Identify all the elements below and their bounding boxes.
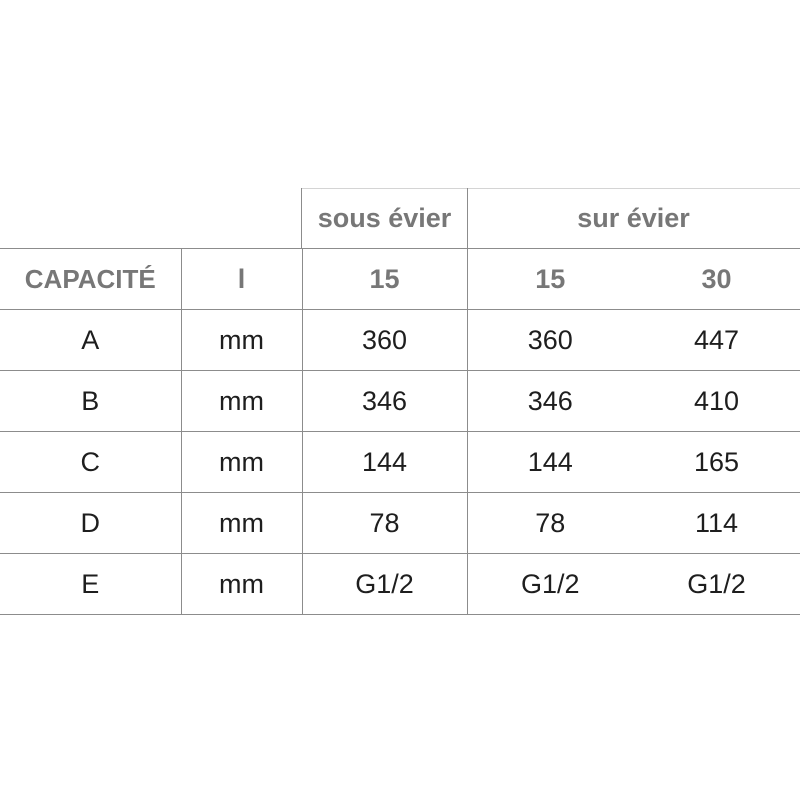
row-value-sur-30: 114 bbox=[633, 493, 800, 554]
group-header-row bbox=[0, 188, 800, 248]
group-header-sous-evier: sous évier bbox=[317, 202, 452, 233]
row-value-sur-30: G1/2 bbox=[633, 554, 800, 615]
row-label: C bbox=[0, 432, 181, 493]
row-label: A bbox=[0, 310, 181, 371]
row-value-sur-15: 360 bbox=[467, 310, 633, 371]
row-value-sous-15: 346 bbox=[302, 371, 467, 432]
row-unit: mm bbox=[181, 432, 302, 493]
row-value-sous-15: 144 bbox=[302, 432, 467, 493]
row-unit: mm bbox=[181, 371, 302, 432]
row-value-sous-15: 360 bbox=[302, 310, 467, 371]
row-value-sous-15: G1/2 bbox=[302, 554, 467, 615]
header-sur-evier-30: 30 bbox=[633, 249, 800, 310]
header-row bbox=[0, 249, 800, 310]
row-unit: mm bbox=[181, 493, 302, 554]
table-row bbox=[0, 310, 800, 371]
row-label: E bbox=[0, 554, 181, 615]
row-label: B bbox=[0, 371, 181, 432]
table-row bbox=[0, 554, 800, 615]
table-row bbox=[0, 493, 800, 554]
group-header-sur-evier: sur évier bbox=[577, 202, 690, 233]
row-unit: mm bbox=[181, 310, 302, 371]
dimensions-table bbox=[0, 248, 800, 615]
row-value-sur-15: G1/2 bbox=[467, 554, 633, 615]
row-label: D bbox=[0, 493, 181, 554]
row-value-sur-15: 346 bbox=[467, 371, 633, 432]
row-value-sur-30: 165 bbox=[633, 432, 800, 493]
row-value-sur-30: 410 bbox=[633, 371, 800, 432]
row-value-sur-30: 447 bbox=[633, 310, 800, 371]
row-value-sur-15: 144 bbox=[467, 432, 633, 493]
header-sur-evier-15: 15 bbox=[467, 249, 633, 310]
row-value-sur-15: 78 bbox=[467, 493, 633, 554]
header-capacity: CAPACITÉ bbox=[0, 249, 181, 310]
header-sous-evier-15: 15 bbox=[302, 249, 467, 310]
table-row bbox=[0, 432, 800, 493]
row-value-sous-15: 78 bbox=[302, 493, 467, 554]
row-unit: mm bbox=[181, 554, 302, 615]
header-unit: l bbox=[181, 249, 302, 310]
table-row bbox=[0, 371, 800, 432]
